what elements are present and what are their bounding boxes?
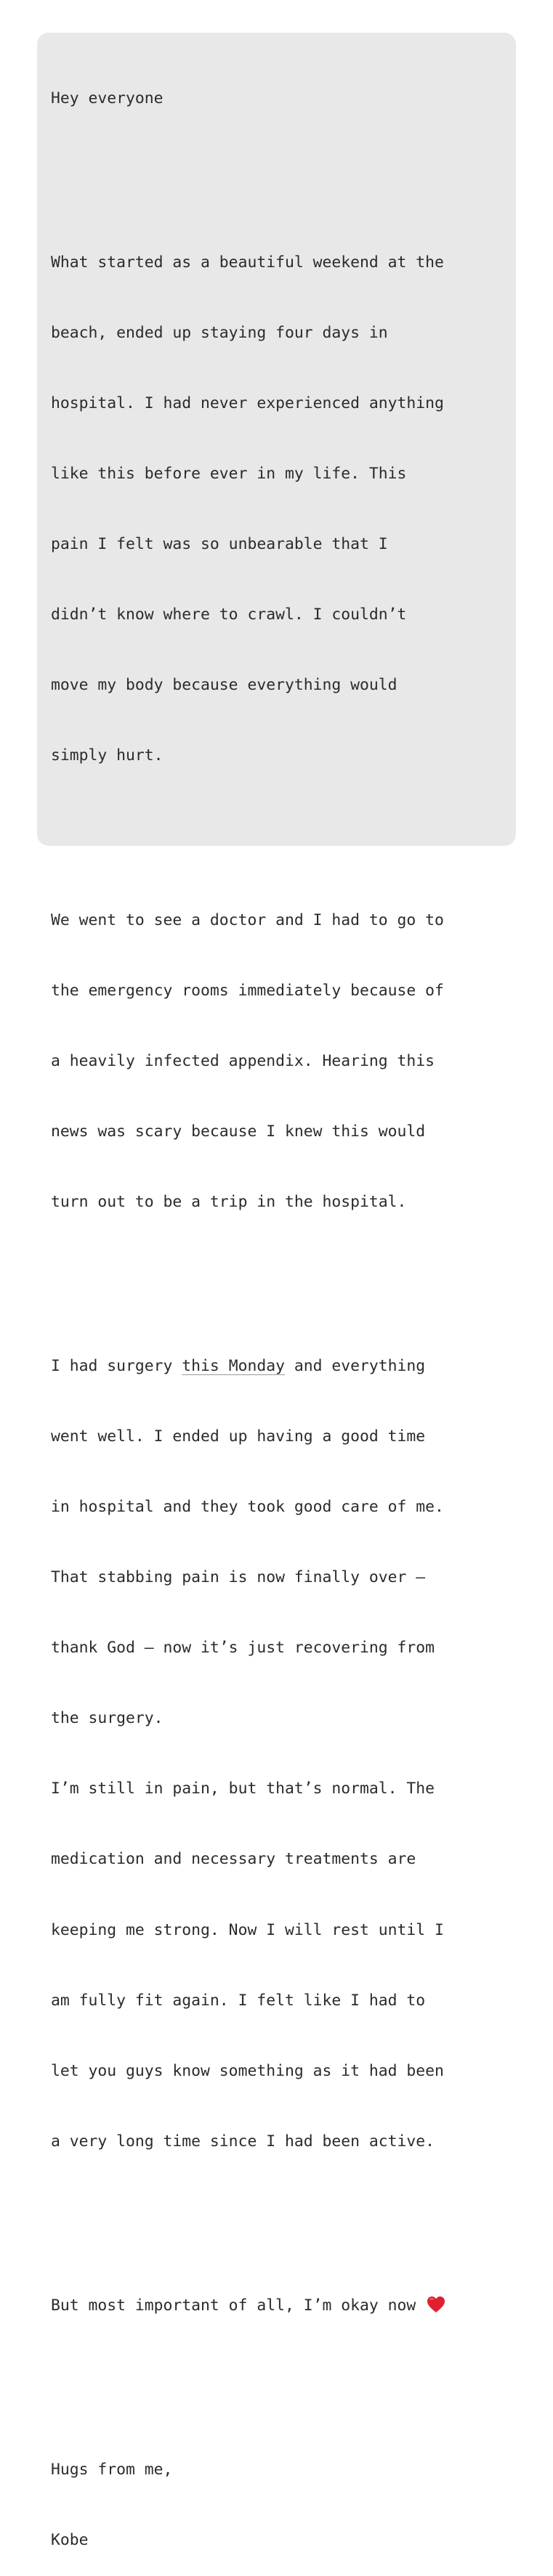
paragraph-1-line: simply hurt. [51, 746, 164, 765]
blank-line [51, 1261, 510, 1284]
paragraph-3-line: keeping me strong. Now I will rest until I [51, 1920, 444, 1939]
greeting-line: Hey everyone [51, 89, 164, 107]
signoff-line: Hugs from me, [51, 2461, 173, 2479]
paragraph-3-line: a very long time since I had been active. [51, 2132, 435, 2151]
paragraph-2-line: turn out to be a trip in the hospital. [51, 1192, 407, 1211]
paragraph-3-line: I’m still in pain, but that’s normal. The [51, 1780, 435, 1798]
paragraph-2-line: We went to see a doctor and I had to go to [51, 910, 444, 929]
paragraph-1-line: hospital. I had never experienced anything [51, 394, 444, 413]
blank-line [51, 2201, 510, 2224]
paragraph-1-line: beach, ended up staying four days in [51, 324, 388, 343]
paragraph-1-line: What started as a beautiful weekend at the [51, 253, 444, 272]
paragraph-2-line: a heavily infected appendix. Hearing this [51, 1051, 435, 1070]
paragraph-1-line: pain I felt was so unbearable that I [51, 535, 388, 554]
date-link[interactable]: this Monday [182, 1357, 285, 1376]
paragraph-2-line: the emergency rooms immediately because of [51, 981, 444, 1000]
paragraph-3-line: went well. I ended up having a good time [51, 1427, 426, 1446]
paragraph-1-line: didn’t know where to crawl. I couldn’t [51, 606, 407, 624]
paragraph-3-line: medication and necessary treatments are [51, 1850, 416, 1869]
note-body[interactable] [51, 40, 510, 2576]
closing-text: But most important of all, I’m okay now [51, 2296, 426, 2315]
red-heart-icon [427, 2296, 445, 2313]
paragraph-3-line: the surgery. [51, 1709, 164, 1728]
paragraph-3-line: let you guys know something as it had been [51, 2061, 444, 2080]
paragraph-3-line: That stabbing pain is now finally over – [51, 1568, 426, 1587]
blank-line [51, 815, 510, 838]
paragraph-3-line: am fully fit again. I felt like I had to [51, 1991, 426, 2010]
blank-line [51, 158, 510, 181]
signature-line: Kobe [51, 2531, 89, 2550]
paragraph-3-first-line [51, 1355, 510, 1378]
closing-line [51, 2294, 510, 2318]
paragraph-3-line: thank God – now it’s just recovering from [51, 1639, 435, 1658]
paragraph-3-line: in hospital and they took good care of me. [51, 1498, 444, 1517]
paragraph-3-text: I had surgery [51, 1357, 182, 1376]
paragraph-3-text: and everything [284, 1357, 426, 1376]
blank-line [51, 2365, 510, 2388]
paragraph-2-line: news was scary because I knew this would [51, 1122, 426, 1141]
paragraph-1-line: like this before ever in my life. This [51, 465, 407, 484]
paragraph-1-line: move my body because everything would [51, 676, 397, 695]
